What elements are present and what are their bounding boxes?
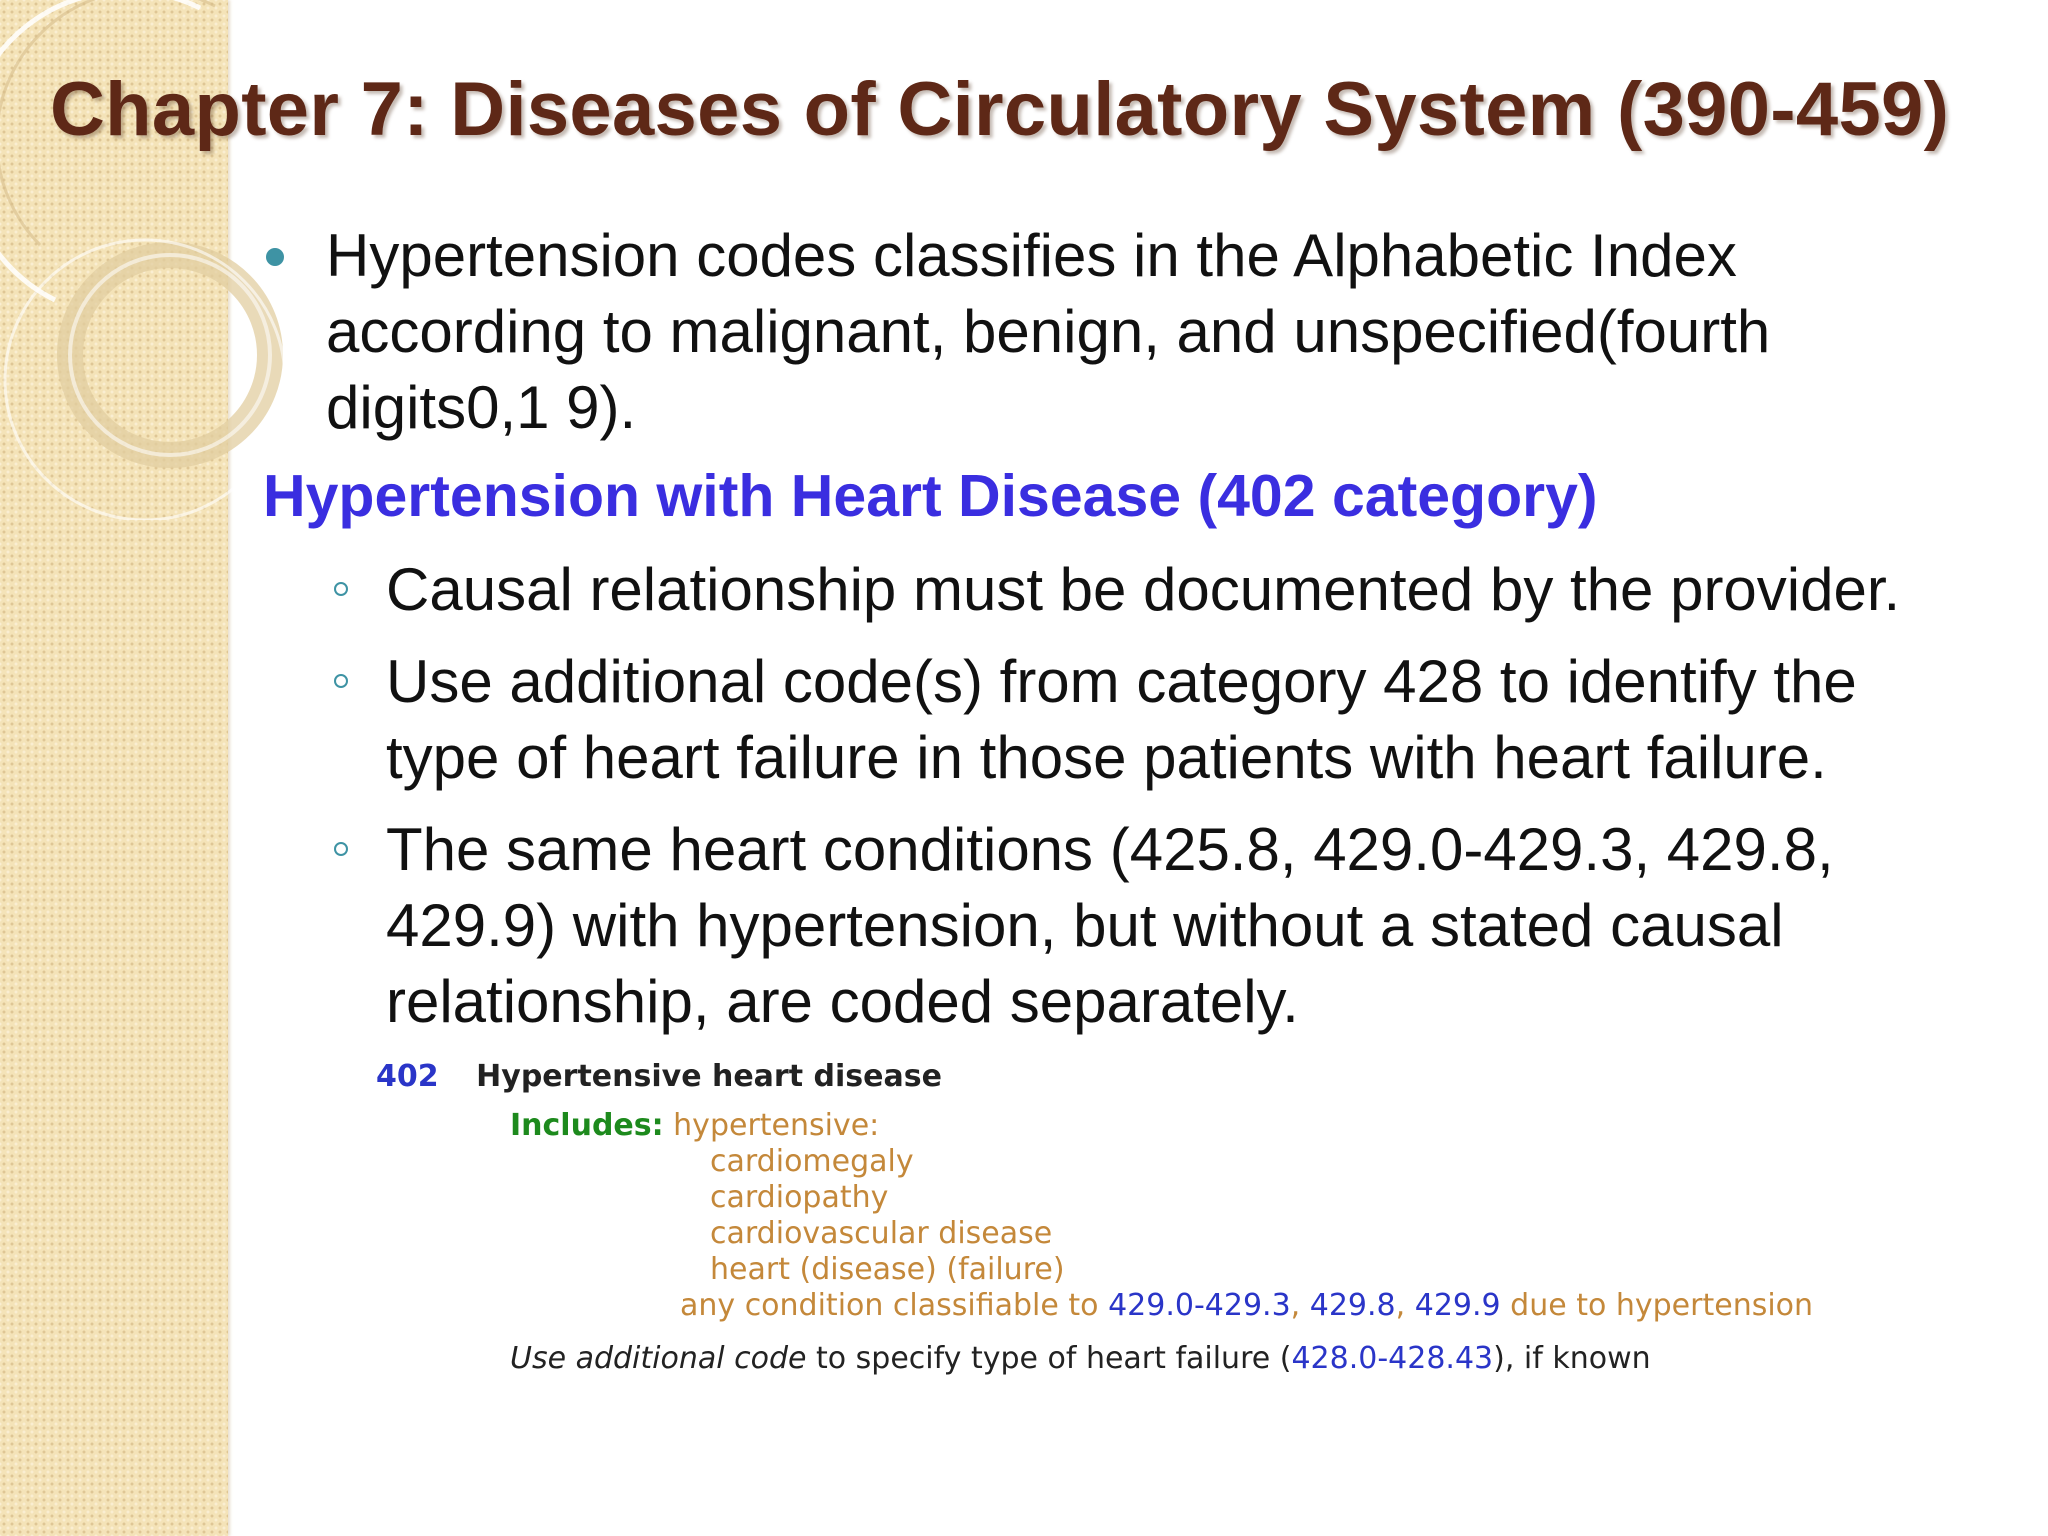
- includes-label: Includes:: [510, 1108, 664, 1143]
- section-heading: Hypertension with Heart Disease (402 category): [263, 463, 1598, 529]
- bullet-text-alphabetic-index: Hypertension codes classifies in the Alphabetic Index according to malignant, benign, and unspecified(fourth digits0,1 9).: [326, 222, 1771, 441]
- includes-item: cardiopathy: [710, 1180, 889, 1215]
- sub-bullet-additional-code: Use additional code(s) from category 428 to identify the type of heart failure in those patients with heart failure.: [386, 648, 1857, 791]
- includes-item: cardiomegaly: [710, 1144, 914, 1179]
- includes-item: heart (disease) (failure): [710, 1252, 1065, 1287]
- includes-item: cardiovascular disease: [710, 1216, 1053, 1251]
- code-title: Hypertensive heart disease: [476, 1059, 942, 1094]
- sub-bullet-causal-relationship: Causal relationship must be documented by the provider.: [386, 556, 1901, 623]
- code-link-429-8[interactable]: 429.8: [1309, 1288, 1396, 1323]
- slide-title: Chapter 7: Diseases of Circulatory System (390-459): [50, 67, 1950, 152]
- includes-lead: hypertensive:: [673, 1108, 880, 1143]
- excerpt-heading-row: [376, 1059, 942, 1095]
- bullet-dot-icon: [266, 248, 284, 266]
- sub-bullet-circle-icon: [334, 674, 348, 688]
- includes-row: [510, 1108, 879, 1144]
- any-condition-row: any condition classifiable to 429.0-429.3, 429.8, 429.9 due to hypertension: [680, 1288, 1814, 1323]
- code-402: 402: [376, 1059, 439, 1094]
- sub-bullet-circle-icon: [334, 842, 348, 856]
- code-link-429-9[interactable]: 429.9: [1414, 1288, 1501, 1323]
- code-link-429-0-429-3[interactable]: 429.0-429.3: [1108, 1288, 1291, 1323]
- sub-bullet-same-heart-conditions: The same heart conditions (425.8, 429.0-429.3, 429.8, 429.9) with hypertension, but without a stated causal relationship, are coded separately.: [386, 816, 1834, 1035]
- code-link-428[interactable]: 428.0-428.43: [1291, 1341, 1494, 1376]
- use-additional-code-row: Use additional code to specify type of heart failure (428.0-428.43), if known: [510, 1341, 1651, 1376]
- sub-bullet-circle-icon: [334, 582, 348, 596]
